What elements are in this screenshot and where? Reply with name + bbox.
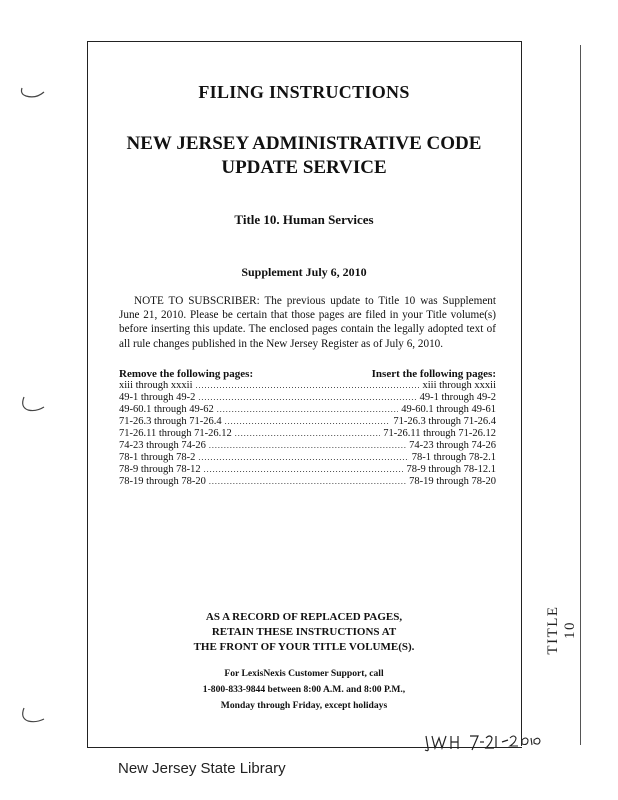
insert-pages: 78-1 through 78-2.1 <box>411 452 496 463</box>
table-row <box>119 476 496 488</box>
remove-pages: 49-1 through 49-2 <box>119 392 196 403</box>
note-to-subscriber <box>119 294 496 351</box>
table-row <box>119 392 496 404</box>
table-row <box>119 416 496 428</box>
insert-pages: 49-60.1 through 49-61 <box>401 404 496 415</box>
record-notice <box>87 610 521 655</box>
insert-pages: 49-1 through 49-2 <box>419 392 496 403</box>
dot-leader <box>198 392 416 404</box>
remove-pages: 78-9 through 78-12 <box>119 464 201 475</box>
insert-pages: xiii through xxxii <box>422 380 496 391</box>
insert-pages: 74-23 through 74-26 <box>409 440 496 451</box>
support-line: Monday through Friday, except holidays <box>220 700 388 711</box>
punch-hole-mark <box>18 706 48 720</box>
remove-pages: xiii through xxxii <box>119 380 193 391</box>
dot-leader <box>235 428 380 440</box>
remove-pages: 71-26.11 through 71-26.12 <box>119 428 232 439</box>
dot-leader <box>196 380 420 392</box>
supplement-date: Supplement July 6, 2010 <box>241 265 367 279</box>
support-line: 1-800-833-9844 between 8:00 A.M. and 8:00 P.M., <box>202 684 406 695</box>
title-subject: Title 10. Human Services <box>234 212 374 227</box>
support-line: For LexisNexis Customer Support, call <box>224 668 384 679</box>
note-text: NOTE TO SUBSCRIBER: The previous update to Title 10 was Supplement June 21, 2010. Please be certain that those pages are filed in your Title volume(s) before inserting this update. The enclosed pages contain the legally adopted text of all rule changes published in the New Jersey Register as of July 6, 2010. <box>119 295 496 350</box>
table-row <box>119 440 496 452</box>
dot-leader <box>209 440 406 452</box>
table-row <box>119 452 496 464</box>
table-row <box>119 464 496 476</box>
dot-leader <box>204 464 404 476</box>
remove-pages: 49-60.1 through 49-62 <box>119 404 214 415</box>
page-replacement-table <box>119 368 496 488</box>
insert-pages: 78-19 through 78-20 <box>409 476 496 487</box>
remove-pages: 74-23 through 74-26 <box>119 440 206 451</box>
dot-leader <box>209 476 406 488</box>
remove-header: Remove the following pages: <box>119 368 254 380</box>
customer-support <box>87 666 521 714</box>
table-row <box>119 404 496 416</box>
code-heading-line: UPDATE SERVICE <box>221 157 387 178</box>
insert-pages: 71-26.3 through 71-26.4 <box>393 416 496 427</box>
insert-pages: 78-9 through 78-12.1 <box>406 464 496 475</box>
punch-hole-mark <box>18 395 48 409</box>
record-line: RETAIN THESE INSTRUCTIONS AT <box>211 626 397 638</box>
remove-pages: 71-26.3 through 71-26.4 <box>119 416 222 427</box>
library-stamp: New Jersey State Library <box>118 760 286 777</box>
handwritten-signature <box>422 728 542 763</box>
dot-leader <box>198 452 408 464</box>
table-rows <box>119 380 496 488</box>
insert-pages: 71-26.11 through 71-26.12 <box>383 428 496 439</box>
record-line: THE FRONT OF YOUR TITLE VOLUME(S). <box>193 641 415 653</box>
insert-header: Insert the following pages: <box>371 368 496 380</box>
record-line: AS A RECORD OF REPLACED PAGES, <box>205 611 403 623</box>
code-heading <box>87 132 521 180</box>
tab-label: TITLE 10 <box>545 605 578 655</box>
punch-hole-mark <box>18 86 48 100</box>
dot-leader <box>225 416 391 428</box>
table-row <box>119 428 496 440</box>
table-header <box>119 368 496 380</box>
remove-pages: 78-1 through 78-2 <box>119 452 196 463</box>
code-heading-line: NEW JERSEY ADMINISTRATIVE CODE <box>126 133 482 154</box>
page-title: FILING INSTRUCTIONS <box>198 82 410 102</box>
remove-pages: 78-19 through 78-20 <box>119 476 206 487</box>
tab-edge <box>580 45 581 745</box>
dot-leader <box>217 404 398 416</box>
tab-divider <box>521 41 522 746</box>
table-row <box>119 380 496 392</box>
